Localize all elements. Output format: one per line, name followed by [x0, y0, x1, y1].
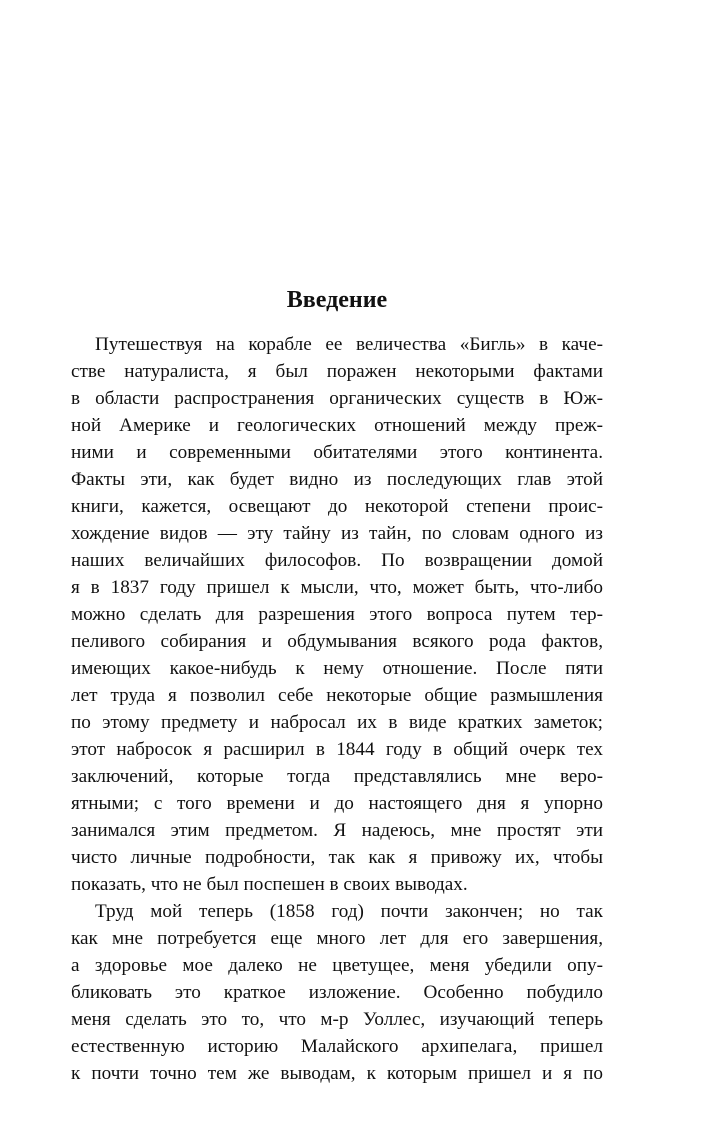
- paragraph-1: [71, 331, 603, 898]
- text-line: чисто личные подробности, так как я привожу их, чтобы: [71, 847, 603, 868]
- chapter-title: Введение: [286, 287, 388, 313]
- text-line: Факты эти, как будет видно из последующих глав этой: [71, 469, 603, 490]
- body-text: [71, 331, 603, 1087]
- text-line: книги, кажется, освещают до некоторой степени проис-: [71, 496, 603, 517]
- text-line: естественную историю Малайского архипелага, пришел: [71, 1036, 603, 1057]
- text-line: я в 1837 году пришел к мысли, что, может быть, что-либо: [71, 577, 603, 598]
- text-line: стве натуралиста, я был поражен некоторыми фактами: [71, 361, 603, 382]
- text-line: имеющих какое-нибудь к нему отношение. После пяти: [71, 658, 603, 679]
- text-line: а здоровье мое далеко не цветущее, меня убедили опу-: [71, 955, 603, 976]
- text-line: хождение видов — эту тайну из тайн, по словам одного из: [71, 523, 603, 544]
- text-line: можно сделать для разрешения этого вопроса путем тер-: [71, 604, 603, 625]
- text-line: заключений, которые тогда представлялись мне веро-: [71, 766, 603, 787]
- text-line: наших величайших философов. По возвращении домой: [71, 550, 603, 571]
- text-line: по этому предмету и набросал их в виде кратких заметок;: [71, 712, 603, 733]
- text-line: показать, что не был поспешен в своих выводах.: [71, 874, 468, 895]
- text-line: пеливого собирания и обдумывания всякого рода фактов,: [71, 631, 603, 652]
- text-line: этот набросок я расширил в 1844 году в общий очерк тех: [71, 739, 603, 760]
- text-line: ятными; с того времени и до настоящего дня я упорно: [71, 793, 603, 814]
- text-line: Путешествуя на корабле ее величества «Бигль» в каче-: [95, 334, 603, 355]
- text-line: ними и современными обитателями этого континента.: [71, 442, 603, 463]
- text-line: как мне потребуется еще много лет для его завершения,: [71, 928, 603, 949]
- paragraph-2: [71, 898, 603, 1087]
- text-line: бликовать это краткое изложение. Особенно побудило: [71, 982, 603, 1003]
- text-line: к почти точно тем же выводам, к которым пришел и я по: [71, 1063, 603, 1084]
- text-line: ной Америке и геологических отношений между преж-: [71, 415, 603, 436]
- text-line: Труд мой теперь (1858 год) почти закончен; но так: [95, 901, 603, 922]
- text-line: в области распространения органических существ в Юж-: [71, 388, 603, 409]
- text-line: занимался этим предметом. Я надеюсь, мне простят эти: [71, 820, 603, 841]
- text-line: лет труда я позволил себе некоторые общие размышления: [71, 685, 603, 706]
- text-line: меня сделать это то, что м-р Уоллес, изучающий теперь: [71, 1009, 603, 1030]
